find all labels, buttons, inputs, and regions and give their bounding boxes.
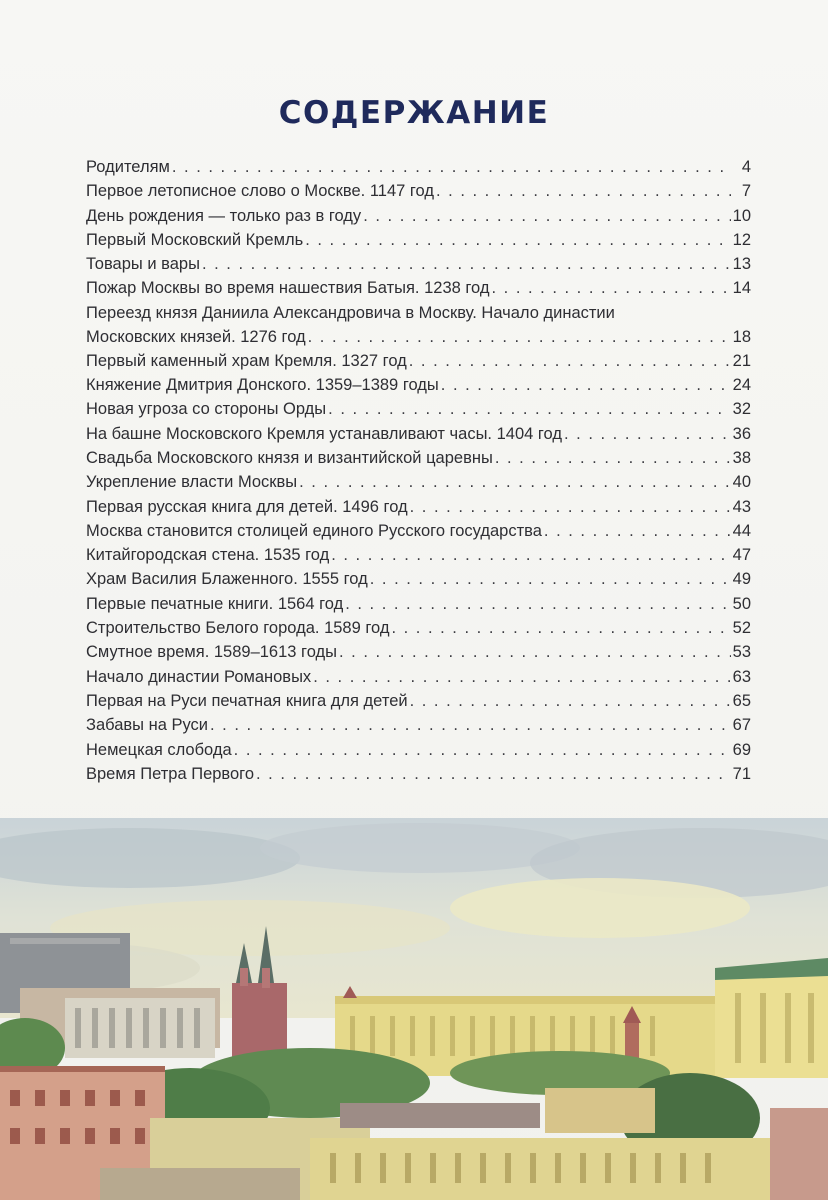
toc-entry[interactable] bbox=[86, 349, 751, 373]
table-of-contents bbox=[86, 155, 751, 786]
toc-entry[interactable] bbox=[86, 446, 751, 470]
toc-entry[interactable] bbox=[86, 640, 751, 664]
toc-entry[interactable] bbox=[86, 204, 751, 228]
toc-entry[interactable] bbox=[86, 422, 751, 446]
entry-title: Родителям bbox=[86, 158, 170, 176]
leader-dots bbox=[564, 422, 731, 446]
leader-dots bbox=[370, 567, 731, 591]
entry-title: Первая на Руси печатная книга для детей bbox=[86, 691, 408, 710]
page-number: 32 bbox=[732, 400, 751, 419]
entry-title: Переезд князя Даниила Александровича в Москву. Начало династии bbox=[86, 303, 615, 322]
entry-title: Новая угроза со стороны Орды bbox=[86, 400, 327, 419]
page-number: 52 bbox=[732, 619, 751, 638]
toc-entry[interactable] bbox=[86, 665, 751, 689]
toc-entry[interactable] bbox=[86, 179, 751, 203]
page-title: СОДЕРЖАНИЕ bbox=[278, 95, 550, 131]
leader-dots bbox=[391, 616, 730, 640]
leader-dots bbox=[409, 349, 731, 373]
toc-entry[interactable] bbox=[86, 495, 751, 519]
entry-title: Забавы на Руси bbox=[86, 716, 209, 735]
page-number: 71 bbox=[732, 764, 751, 783]
page-number: 43 bbox=[732, 497, 751, 516]
toc-entry[interactable] bbox=[86, 276, 751, 300]
leader-dots bbox=[345, 592, 730, 616]
kremlin-panorama-illustration bbox=[0, 818, 828, 1200]
toc-entry[interactable] bbox=[86, 155, 751, 179]
leader-dots bbox=[305, 228, 730, 252]
toc-entry[interactable] bbox=[86, 543, 751, 567]
toc-entry[interactable] bbox=[86, 519, 751, 543]
entry-title: Первое летописное слово о Москве. 1147 год bbox=[86, 182, 434, 201]
page-number: 21 bbox=[732, 351, 751, 370]
leader-dots bbox=[299, 470, 731, 494]
page-number: 50 bbox=[732, 594, 751, 613]
entry-title: Княжение Дмитрия Донского. 1359–1389 годы bbox=[86, 376, 439, 395]
toc-entry[interactable] bbox=[86, 738, 751, 762]
entry-title: Время Петра Первого bbox=[86, 764, 255, 783]
toc-entry[interactable] bbox=[86, 397, 751, 421]
entry-title: На башне Московского Кремля устанавливают часы. 1404 год bbox=[86, 424, 562, 443]
leader-dots bbox=[495, 446, 731, 470]
page-number: 65 bbox=[732, 691, 751, 710]
page-number: 44 bbox=[732, 521, 751, 540]
toc-entry[interactable] bbox=[86, 592, 751, 616]
leader-dots bbox=[436, 179, 731, 203]
entry-title: Храм Василия Блаженного. 1555 год bbox=[86, 570, 368, 589]
page-number: 49 bbox=[732, 570, 751, 589]
entry-title: Свадьба Московского князя и византийской царевны bbox=[86, 448, 493, 467]
leader-dots bbox=[410, 495, 731, 519]
page-number: 67 bbox=[732, 716, 751, 735]
entry-title: Москва становится столицей единого Русского государства bbox=[86, 521, 542, 540]
entry-title: Пожар Москвы во время нашествия Батыя. 1238 год bbox=[86, 279, 490, 298]
leader-dots bbox=[339, 640, 731, 664]
entry-title: Строительство Белого города. 1589 год bbox=[86, 619, 390, 638]
leader-dots bbox=[492, 276, 731, 300]
leader-dots bbox=[210, 713, 731, 737]
leader-dots bbox=[172, 155, 731, 179]
entry-title: День рождения — только раз в году bbox=[86, 206, 362, 225]
page-number: 10 bbox=[732, 206, 751, 225]
page-number: 12 bbox=[732, 230, 751, 249]
toc-entry[interactable] bbox=[86, 616, 751, 640]
page-number: 40 bbox=[732, 473, 751, 492]
toc-entry[interactable] bbox=[86, 373, 751, 397]
leader-dots bbox=[328, 397, 730, 421]
page-number: 18 bbox=[732, 327, 751, 346]
leader-dots bbox=[331, 543, 730, 567]
page-number: 14 bbox=[732, 279, 751, 298]
leader-dots bbox=[256, 762, 731, 786]
toc-entry[interactable] bbox=[86, 301, 751, 349]
entry-title: Укрепление власти Москвы bbox=[86, 473, 298, 492]
page-number: 38 bbox=[732, 448, 751, 467]
page-number: 63 bbox=[732, 667, 751, 686]
page-number: 69 bbox=[732, 740, 751, 759]
toc-entry[interactable] bbox=[86, 470, 751, 494]
toc-entry[interactable] bbox=[86, 567, 751, 591]
leader-dots bbox=[363, 204, 730, 228]
page-number: 7 bbox=[741, 182, 751, 201]
entry-title: Смутное время. 1589–1613 годы bbox=[86, 643, 337, 662]
leader-dots bbox=[308, 325, 731, 349]
leader-dots bbox=[441, 373, 731, 397]
page-number: 53 bbox=[732, 643, 751, 662]
page-number: 36 bbox=[732, 424, 751, 443]
entry-title-continued: Московских князей. 1276 год bbox=[86, 327, 306, 346]
entry-title: Первый Московский Кремль bbox=[86, 230, 304, 249]
toc-entry[interactable] bbox=[86, 252, 751, 276]
entry-title: Первая русская книга для детей. 1496 год bbox=[86, 497, 408, 516]
entry-title: Немецкая слобода bbox=[86, 740, 232, 759]
toc-entry[interactable] bbox=[86, 762, 751, 786]
page-number: 47 bbox=[732, 546, 751, 565]
entry-title: Первый каменный храм Кремля. 1327 год bbox=[86, 351, 407, 370]
entry-title: Первые печатные книги. 1564 год bbox=[86, 594, 344, 613]
page-number: 24 bbox=[732, 376, 751, 395]
entry-title: Китайгородская стена. 1535 год bbox=[86, 546, 330, 565]
leader-dots bbox=[313, 665, 730, 689]
page-number: 13 bbox=[732, 255, 751, 274]
toc-entry[interactable] bbox=[86, 228, 751, 252]
entry-title: Товары и вары bbox=[86, 255, 200, 274]
page-number: 4 bbox=[741, 158, 751, 176]
leader-dots bbox=[410, 689, 731, 713]
entry-title: Начало династии Романовых bbox=[86, 667, 312, 686]
toc-entry[interactable] bbox=[86, 713, 751, 737]
leader-dots bbox=[234, 738, 731, 762]
toc-entry[interactable] bbox=[86, 689, 751, 713]
leader-dots bbox=[202, 252, 731, 276]
leader-dots bbox=[544, 519, 731, 543]
